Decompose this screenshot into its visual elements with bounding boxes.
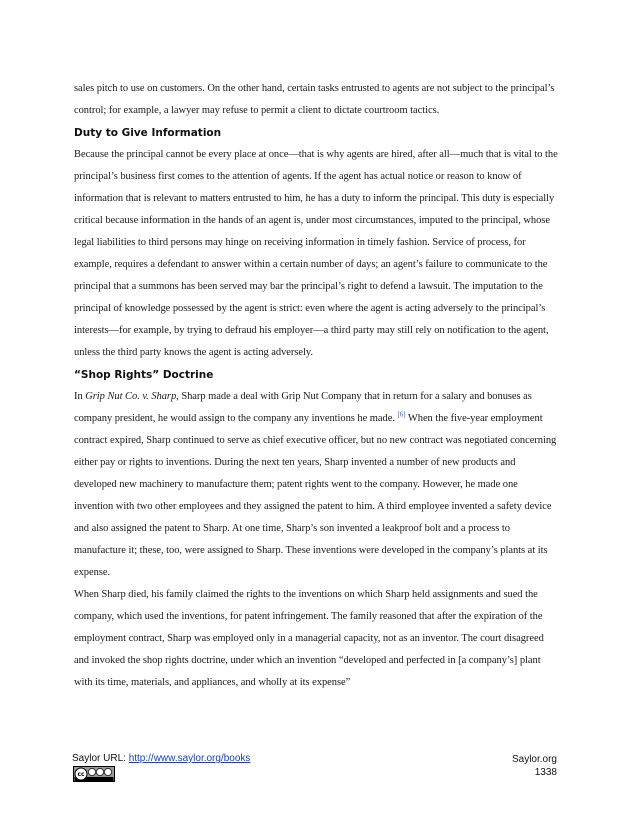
footnote-link[interactable]: [6] xyxy=(397,410,406,419)
page-body xyxy=(74,78,558,694)
paragraph-4: When Sharp died, his family claimed the rights to the inventions on which Sharp held assignments and sued the company, which used the inventions, for patent infringement. The family reasoned that after the expiration of the employment contract, Sharp was employed only in a managerial capacity, not as an inventor. The court disagreed and invoked the shop rights doctrine, under which an invention “developed and perfected in [a company’s] plant with its time, materials, and appliances, and wholly at its expense” xyxy=(74,589,544,688)
paragraph-3-post: When the five-year employment contract expired, Sharp continued to serve as chief executive officer, but no new contract was negotiated concerning either pay or rights to inventions. During the next ten years, Sharp invented a number of new products and developed new machinery to manufacture them; patent rights went to the company. However, he made one invention with two other employees and they assigned the patent to him. A third employee invented a safety device and also assigned the patent to Sharp. At one time, Sharp’s son invented a leakproof bolt and a process to manufacture it; these, too, were assigned to Sharp. These inventions were developed in the company’s plants at its expense. xyxy=(74,413,557,578)
saylor-url-label: Saylor URL: xyxy=(72,753,129,764)
cc-license-icon xyxy=(73,766,115,782)
paragraph-2: Because the principal cannot be every place at once—that is why agents are hired, after all—much that is vital to the principal’s business first comes to the attention of agents. If the agent has actual notice or reason to know of information that is relevant to matters entrusted to him, he has a duty to inform the principal. This duty is especially critical because information in the hands of an agent is, under most circumstances, imputed to the principal, whose legal liabilities to third persons may hinge on receiving information in timely fashion. Service of process, for example, requires a defendant to answer within a certain number of days; an agent’s failure to communicate to the principal that a summons has been served may bar the principal’s right to defend a lawsuit. The imputation to the principal of knowledge possessed by the agent is strict: even where the agent is acting adversely to the principal’s interests—for example, by trying to defraud his employer—a third party may still rely on notification to the agent, unless the third party knows the agent is acting adversely. xyxy=(74,149,558,358)
case-name: Grip Nut Co. v. Sharp xyxy=(85,391,177,402)
creative-commons-badge xyxy=(73,766,115,787)
footer-saylor-url xyxy=(72,753,250,764)
paragraph-3-pre: In xyxy=(74,391,86,402)
paragraph-3-mid: , Sharp made a deal with Grip Nut Company that in return for a salary and bonuses as company president, he would assign to the company any inventions he made. xyxy=(74,391,532,424)
page-number: 1338 xyxy=(534,767,557,778)
heading-shop-rights-doctrine: “Shop Rights” Doctrine xyxy=(74,369,214,381)
paragraph-1: sales pitch to use on customers. On the other hand, certain tasks entrusted to agents are not subject to the principal’s control; for example, a lawyer may refuse to permit a client to dictate courtroom tactics. xyxy=(74,83,555,116)
footer-right xyxy=(512,753,557,779)
footer-site: Saylor.org xyxy=(511,754,557,765)
svg-text:cc: cc xyxy=(77,771,85,778)
saylor-url-link[interactable]: http://www.saylor.org/books xyxy=(128,753,251,764)
paragraph-3 xyxy=(74,386,558,584)
heading-duty-to-give-information: Duty to Give Information xyxy=(74,127,222,139)
